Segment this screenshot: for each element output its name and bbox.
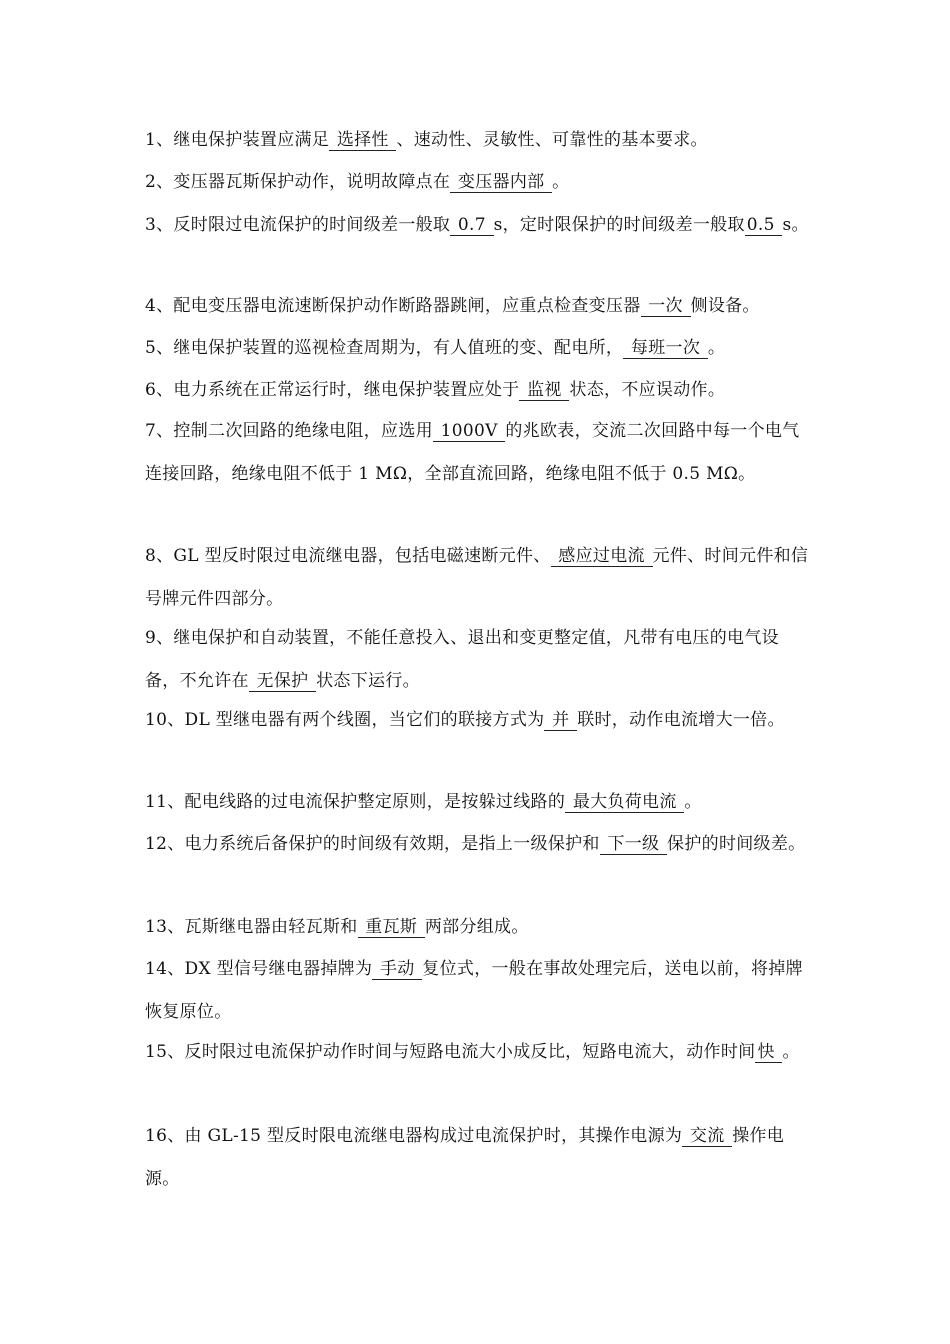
question-10 [145, 699, 810, 742]
question-text: 联时，动作电流增大一倍。 [577, 710, 785, 730]
answer-blank: 交流 [684, 1126, 731, 1146]
question-text: 、速动性、灵敏性、可靠性的基本要求。 [396, 130, 708, 150]
question-4 [145, 285, 810, 328]
question-text: 3、反时限过电流保护的时间级差一般取 [145, 215, 451, 235]
question-text: 8、GL 型反时限过电流继电器，包括电磁速断元件、 [145, 546, 551, 566]
question-3 [145, 204, 810, 247]
question-text: 5、继电保护装置的巡视检查周期为，有人值班的变、配电所， [145, 338, 624, 358]
answer-blank: 并 [546, 710, 576, 730]
answer-blank: 重瓦斯 [359, 917, 423, 937]
answer-blank: 手动 [374, 959, 421, 979]
question-text: 16、由 GL-15 型反时限电流继电器构成过电流保护时，其操作电源为 [145, 1126, 683, 1146]
question-text: 复位式，一般在事故处理完后，送电以前，将掉牌恢复原位。 [145, 959, 803, 1022]
question-15 [145, 1031, 810, 1074]
question-text: s。 [782, 215, 809, 235]
question-16 [145, 1115, 810, 1201]
question-2 [145, 161, 810, 204]
question-text: 。 [552, 172, 570, 192]
question-5 [145, 327, 810, 370]
question-9 [145, 617, 810, 703]
question-text: 11、配电线路的过电流保护整定原则，是按躲过线路的 [145, 792, 566, 812]
question-text: 的兆欧表，交流二次回路中每一个电气连接回路，绝缘电阻不低于 1 MΩ，全部直流回路，绝缘电阻不低于 0.5 MΩ。 [145, 421, 800, 484]
answer-blank: 0.5 [746, 215, 781, 235]
question-text: s，定时限保护的时间级差一般取 [493, 215, 745, 235]
question-text: 4、配电变压器电流速断保护动作断路器跳闸，应重点检查变压器 [145, 296, 641, 316]
answer-blank: 无保护 [250, 671, 315, 691]
question-text: 。 [707, 338, 726, 358]
question-7 [145, 410, 810, 496]
answer-blank: 0.7 [452, 215, 492, 235]
question-text: 6、电力系统在正常运行时，继电保护装置应处于 [145, 380, 520, 400]
question-text: 2、变压器瓦斯保护动作，说明故障点在 [145, 172, 451, 192]
question-text: 12、电力系统后备保护的时间级有效期，是指上一级保护和 [145, 834, 600, 854]
question-text: 操作电源。 [145, 1126, 785, 1189]
question-text: 。 [684, 792, 702, 812]
question-text: 9、继电保护和自动装置，不能任意投入、退出和变更整定值，凡带有电压的电气设备，不允许在 [145, 628, 779, 691]
question-text: 元件、时间元件和信号牌元件四部分。 [145, 546, 809, 609]
question-text: 两部分组成。 [424, 917, 529, 937]
answer-blank: 下一级 [601, 834, 666, 854]
question-text: 侧设备。 [690, 296, 760, 316]
question-12 [145, 823, 810, 866]
answer-blank: 每班一次 [625, 338, 706, 358]
answer-blank: 一次 [642, 296, 689, 316]
answer-blank: 变压器内部 [452, 172, 551, 192]
question-text: 15、反时限过电流保护动作时间与短路电流大小成反比，短路电流大，动作时间 [145, 1042, 756, 1062]
answer-blank: 监视 [521, 380, 568, 400]
question-8 [145, 535, 810, 621]
question-text: 保护的时间级差。 [667, 834, 806, 854]
question-text: 14、DX 型信号继电器掉牌为 [145, 959, 373, 979]
question-text: 1、继电保护装置应满足 [145, 130, 330, 150]
answer-blank: 感应过电流 [552, 546, 651, 566]
answer-blank: 选择性 [331, 130, 395, 150]
answer-blank: 快 [757, 1042, 781, 1062]
question-text: 状态，不应误动作。 [569, 380, 726, 400]
question-6 [145, 369, 810, 412]
question-11 [145, 781, 810, 824]
question-text: 13、瓦斯继电器由轻瓦斯和 [145, 917, 358, 937]
question-1 [145, 119, 810, 162]
answer-blank: 1000V [434, 421, 504, 441]
question-text: 10、DL 型继电器有两个线圈，当它们的联接方式为 [145, 710, 545, 730]
question-text: 。 [782, 1042, 800, 1062]
question-text: 7、控制二次回路的绝缘电阻，应选用 [145, 421, 433, 441]
question-14 [145, 948, 810, 1034]
answer-blank: 最大负荷电流 [567, 792, 683, 812]
question-13 [145, 906, 810, 949]
question-text: 状态下运行。 [316, 671, 420, 691]
